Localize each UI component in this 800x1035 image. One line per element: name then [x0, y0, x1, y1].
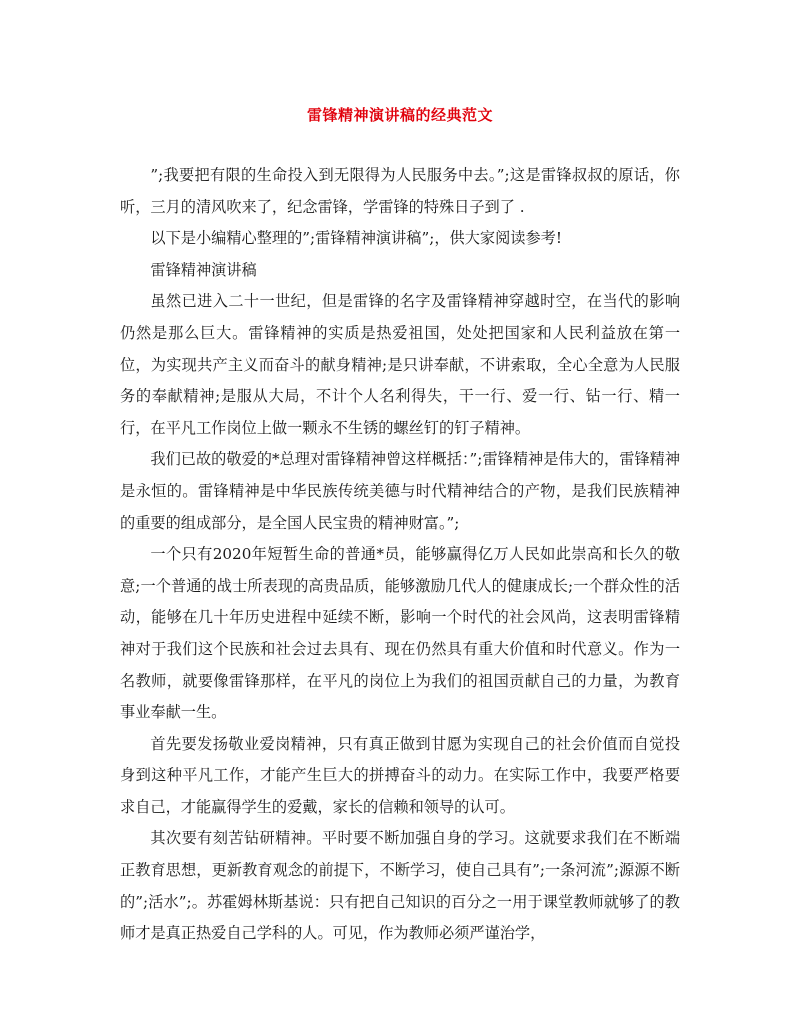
document-body: [120, 160, 680, 950]
paragraph: 我们已故的敬爱的*总理对雷锋精神曾这样概括：”;雷锋精神是伟大的，雷锋精神是永恒的。雷锋精神是中华民族传统美德与时代精神结合的产物，是我们民族精神的重要的组成部分，是全国人民宝贵的精神财富。”;: [120, 450, 680, 532]
document-title: 雷锋精神演讲稿的经典范文: [306, 106, 493, 124]
paragraph: ”;我要把有限的生命投入到无限得为人民服务中去。”;这是雷锋叔叔的原话，你听，三月的清风吹来了，纪念雷锋，学雷锋的特殊日子到了 .: [120, 166, 680, 216]
paragraph: 虽然已进入二十一世纪，但是雷锋的名字及雷锋精神穿越时空，在当代的影响仍然是那么巨大。雷锋精神的实质是热爱祖国，处处把国家和人民利益放在第一位，为实现共产主义而奋斗的献身精神;是只讲奉献，不讲索取，全心全意为人民服务的奉献精神;是服从大局，不计个人名利得失，干一行、爱一行、钻一行、精一行，在平凡工作岗位上做一颗永不生锈的螺丝钉的钉子精神。: [120, 292, 680, 437]
section-heading: 雷锋精神演讲稿: [150, 260, 257, 279]
paragraph: 以下是小编精心整理的”;雷锋精神演讲稿”;，供大家阅读参考!: [150, 229, 562, 248]
paragraph: 其次要有刻苦钻研精神。平时要不断加强自身的学习。这就要求我们在不断端正教育思想，更新教育观念的前提下，不断学习，使自己具有”;一条河流”;源源不断的”;活水”;。苏霍姆林斯基说：只有把自己知识的百分之一用于课堂教师就够了的教师才是真正热爱自己学科的人。可见，作为教师必须严谨治学，: [120, 829, 680, 943]
paragraph: 首先要发扬敬业爱岗精神，只有真正做到甘愿为实现自己的社会价值而自觉投身到这种平凡工作，才能产生巨大的拼搏奋斗的动力。在实际工作中，我要严格要求自己，才能赢得学生的爱戴，家长的信赖和领导的认可。: [120, 734, 680, 816]
paragraph: 一个只有2020年短暂生命的普通*员，能够赢得亿万人民如此崇高和长久的敬意;一个普通的战士所表现的高贵品质，能够激励几代人的健康成长;一个群众性的活动，能够在几十年历史进程中延续不断，影响一个时代的社会风尚，这表明雷锋精神对于我们这个民族和社会过去具有、现在仍然具有重大价值和时代意义。作为一名教师，就要像雷锋那样，在平凡的岗位上为我们的祖国贡献自己的力量，为教育事业奉献一生。: [120, 545, 680, 722]
